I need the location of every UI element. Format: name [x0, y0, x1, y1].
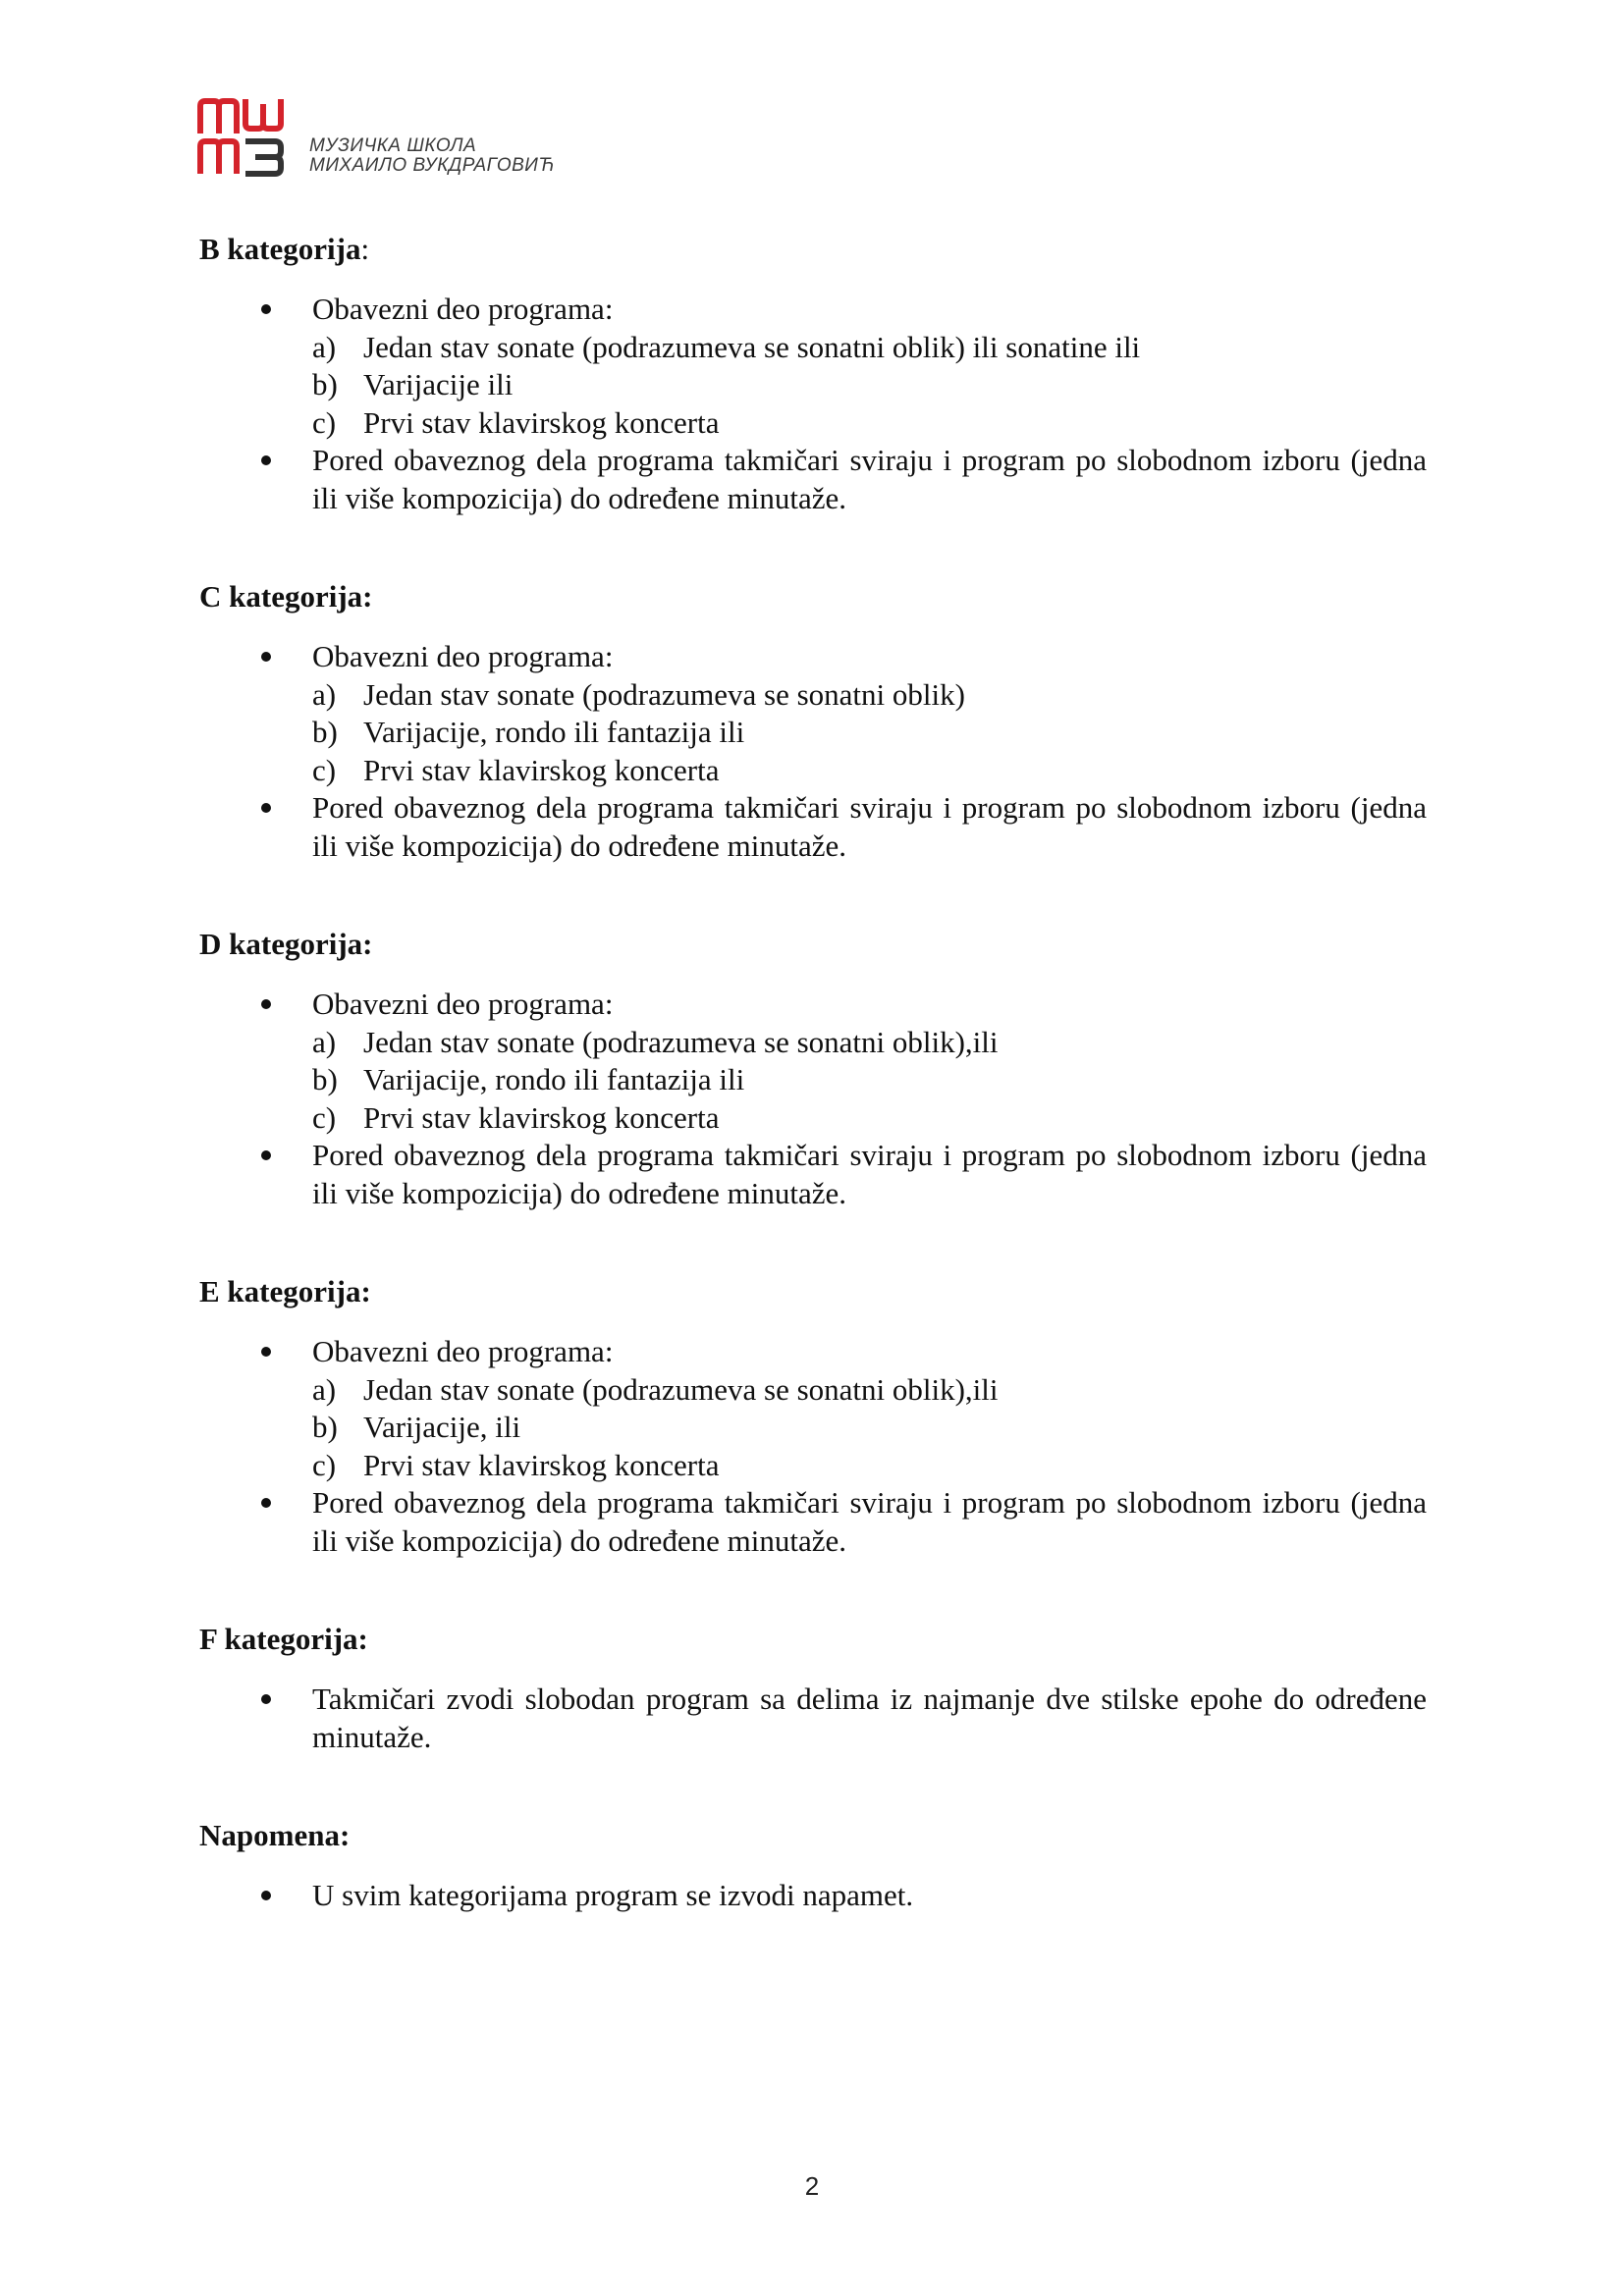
bullet-icon — [261, 304, 271, 314]
sub-list-text: Prvi stav klavirskog koncerta — [363, 1099, 720, 1135]
section-heading — [199, 578, 1427, 615]
section — [199, 1273, 1427, 1560]
sub-list-text: Prvi stav klavirskog koncerta — [363, 1447, 720, 1482]
sub-list-marker: a) — [312, 329, 337, 364]
bullet-item — [199, 442, 1427, 517]
bullet-text: Obavezni deo programa: — [312, 639, 614, 673]
sub-list-text: Varijacije, rondo ili fantazija ili — [363, 715, 745, 749]
sub-list-marker: c) — [312, 752, 337, 787]
bullet-text: Pored obaveznog dela programa takmičari sviraju i program po slobodnom izboru (jedna ili više kompozicija) do određene minutaže. — [312, 1138, 1427, 1210]
bullet-icon — [261, 999, 271, 1009]
page-number: 2 — [804, 2171, 820, 2201]
sub-list-item — [312, 1024, 1427, 1062]
bullet-item — [199, 291, 1427, 442]
section-heading-text: B kategorija — [199, 232, 361, 266]
bullet-item — [199, 986, 1427, 1137]
logo-monogram-icon — [196, 96, 309, 177]
bullet-text: Obavezni deo programa: — [312, 987, 614, 1021]
bullet-text: Takmičari zvodi slobodan program sa delima iz najmanje dve stilske epohe do određene minutaže. — [312, 1682, 1427, 1754]
bullet-text: U svim kategorijama program se izvodi napamet. — [312, 1878, 914, 1912]
section-heading — [199, 1817, 1427, 1854]
bullet-item — [199, 1681, 1427, 1756]
sub-list-text: Varijacije, ili — [363, 1410, 521, 1444]
bullet-icon — [261, 1150, 271, 1160]
bullet-text: Obavezni deo programa: — [312, 1334, 614, 1368]
logo-text-line-1: МУЗИЧКА ШКОЛА — [309, 135, 477, 156]
sub-list-marker: a) — [312, 1371, 337, 1407]
sub-list-text: Jedan stav sonate (podrazumeva se sonatni oblik),ili — [363, 1024, 999, 1059]
sub-list-text: Jedan stav sonate (podrazumeva se sonatni oblik),ili — [363, 1371, 999, 1407]
sub-list-item — [312, 1099, 1427, 1138]
sub-list-text: Jedan stav sonate (podrazumeva se sonatni oblik) ili sonatine ili — [363, 329, 1141, 364]
section — [199, 926, 1427, 1212]
bullet-item — [199, 638, 1427, 789]
sub-list-text: Prvi stav klavirskog koncerta — [363, 404, 720, 440]
bullet-item — [199, 1484, 1427, 1560]
bullet-icon — [261, 1891, 271, 1900]
section-heading-text: D kategorija: — [199, 927, 373, 961]
bullet-text: Pored obaveznog dela programa takmičari sviraju i program po slobodnom izboru (jedna ili više kompozicija) do određene minutaže. — [312, 1485, 1427, 1558]
sub-list-text: Jedan stav sonate (podrazumeva se sonatni oblik) — [363, 676, 965, 712]
sub-list-item — [312, 329, 1427, 367]
bullet-text: Obavezni deo programa: — [312, 292, 614, 326]
section — [199, 1621, 1427, 1756]
sub-list-item — [312, 752, 1427, 790]
sub-list-marker: b) — [312, 367, 338, 401]
sub-list-text: Varijacije ili — [363, 367, 514, 401]
section-heading-colon: : — [360, 232, 370, 266]
bullet-text: Pored obaveznog dela programa takmičari sviraju i program po slobodnom izboru (jedna ili više kompozicija) do određene minutaže. — [312, 790, 1427, 863]
sub-list-item — [312, 714, 1427, 752]
sub-list-marker: a) — [312, 676, 337, 712]
sub-list-item — [312, 404, 1427, 443]
sub-list-marker: a) — [312, 1024, 337, 1059]
sub-list-marker: c) — [312, 1099, 337, 1135]
bullet-icon — [261, 1498, 271, 1508]
section — [199, 231, 1427, 517]
section-heading — [199, 1621, 1427, 1658]
section — [199, 1817, 1427, 1915]
sub-list-item — [312, 676, 1427, 715]
bullet-icon — [261, 803, 271, 813]
sub-list-marker: c) — [312, 1447, 337, 1482]
section-heading-text: C kategorija: — [199, 579, 373, 614]
bullet-icon — [261, 652, 271, 662]
sub-list-item — [312, 1061, 1427, 1099]
document-body — [199, 231, 1427, 1915]
sub-list-marker: b) — [312, 1062, 338, 1096]
sub-list-marker: b) — [312, 715, 338, 749]
logo-text-line-2: МИХАИЛО ВУКДРАГОВИЋ — [309, 155, 555, 176]
bullet-icon — [261, 1694, 271, 1704]
sub-list-marker: c) — [312, 404, 337, 440]
bullet-item — [199, 789, 1427, 865]
bullet-text: Pored obaveznog dela programa takmičari sviraju i program po slobodnom izboru (jedna ili više kompozicija) do određene minutaže. — [312, 443, 1427, 515]
sub-list-item — [312, 366, 1427, 404]
sub-list-text: Prvi stav klavirskog koncerta — [363, 752, 720, 787]
sub-list-item — [312, 1409, 1427, 1447]
sub-list-item — [312, 1371, 1427, 1410]
section-heading-text: E kategorija: — [199, 1274, 371, 1308]
sub-list-marker: b) — [312, 1410, 338, 1444]
sub-list-item — [312, 1447, 1427, 1485]
section-heading-text: F kategorija: — [199, 1622, 368, 1656]
bullet-icon — [261, 1347, 271, 1357]
section-heading-text: Napomena: — [199, 1818, 351, 1852]
section-heading — [199, 231, 1427, 268]
bullet-item — [199, 1877, 1427, 1915]
bullet-item — [199, 1137, 1427, 1212]
school-logo — [196, 96, 589, 185]
section-heading — [199, 1273, 1427, 1310]
section-heading — [199, 926, 1427, 963]
section — [199, 578, 1427, 865]
bullet-item — [199, 1333, 1427, 1484]
sub-list-text: Varijacije, rondo ili fantazija ili — [363, 1062, 745, 1096]
bullet-icon — [261, 455, 271, 465]
